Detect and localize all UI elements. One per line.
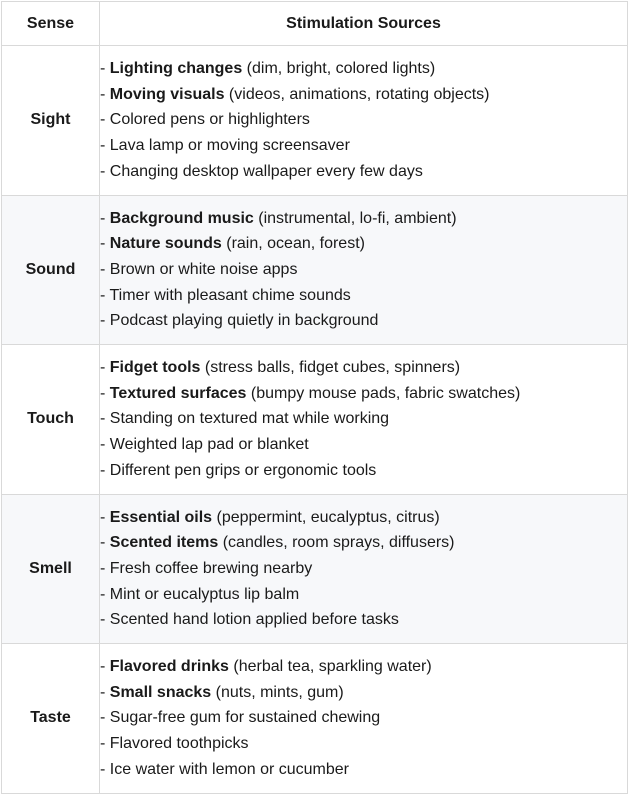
source-item-text: (herbal tea, sparkling water)	[228, 658, 432, 676]
senses-table	[1, 1, 628, 794]
bullet-dash: -	[100, 137, 110, 155]
bullet-dash: -	[100, 312, 110, 330]
source-item	[100, 582, 627, 608]
sources-cell	[100, 46, 628, 196]
bullet-dash: -	[100, 658, 110, 676]
source-item	[100, 56, 627, 82]
source-item	[100, 530, 627, 556]
source-item	[100, 206, 627, 232]
source-item-bold: Textured surfaces	[109, 384, 247, 402]
source-item-text: (nuts, mints, gum)	[211, 683, 344, 701]
source-item-text: Timer with pleasant chime sounds	[109, 286, 351, 304]
source-item-text: Mint or eucalyptus lip balm	[109, 585, 300, 603]
source-item-bold: Background music	[109, 209, 254, 227]
bullet-dash: -	[100, 111, 110, 129]
bullet-dash: -	[100, 209, 110, 227]
source-item-bold: Small snacks	[109, 683, 212, 701]
source-item-text: Lava lamp or moving screensaver	[109, 137, 350, 155]
sense-cell: Smell	[2, 494, 100, 644]
bullet-dash: -	[100, 534, 110, 552]
source-item-text: Standing on textured mat while working	[109, 410, 390, 428]
source-item-bold: Moving visuals	[109, 85, 225, 103]
bullet-dash: -	[100, 235, 110, 253]
bullet-dash: -	[100, 611, 110, 629]
table-body	[2, 46, 628, 794]
sources-cell	[100, 494, 628, 644]
source-item-text: (stress balls, fidget cubes, spinners)	[200, 359, 461, 377]
bullet-dash: -	[100, 709, 110, 727]
header-row	[2, 2, 628, 46]
source-item	[100, 231, 627, 257]
sense-cell: Sound	[2, 195, 100, 345]
sources-cell	[100, 195, 628, 345]
source-item-text: Weighted lap pad or blanket	[109, 436, 309, 454]
bullet-dash: -	[100, 683, 110, 701]
bullet-dash: -	[100, 85, 110, 103]
bullet-dash: -	[100, 359, 110, 377]
source-item	[100, 680, 627, 706]
source-item-text: (peppermint, eucalyptus, citrus)	[212, 508, 440, 526]
source-item-text: Flavored toothpicks	[109, 735, 249, 753]
source-item-text: (rain, ocean, forest)	[221, 235, 365, 253]
source-item	[100, 705, 627, 731]
bullet-dash: -	[100, 60, 110, 78]
source-item-text: Colored pens or highlighters	[109, 111, 310, 129]
source-item-text: (candles, room sprays, diffusers)	[218, 534, 455, 552]
source-item	[100, 257, 627, 283]
bullet-dash: -	[100, 286, 110, 304]
bullet-dash: -	[100, 559, 110, 577]
source-item	[100, 458, 627, 484]
source-item	[100, 283, 627, 309]
source-item-text: Different pen grips or ergonomic tools	[109, 461, 377, 479]
source-item	[100, 432, 627, 458]
source-item-text: Changing desktop wallpaper every few days	[109, 162, 423, 180]
sense-cell: Touch	[2, 345, 100, 495]
source-item-text: (bumpy mouse pads, fabric swatches)	[246, 384, 521, 402]
bullet-dash: -	[100, 162, 110, 180]
source-item	[100, 505, 627, 531]
source-item-text: (dim, bright, colored lights)	[242, 60, 436, 78]
header-stimulation-sources: Stimulation Sources	[100, 2, 628, 46]
source-item-text: (instrumental, lo-fi, ambient)	[253, 209, 457, 227]
source-item-bold: Scented items	[109, 534, 219, 552]
source-item	[100, 556, 627, 582]
source-item-bold: Essential oils	[109, 508, 213, 526]
table-row-sight	[2, 46, 628, 196]
source-item	[100, 355, 627, 381]
source-item-bold: Nature sounds	[109, 235, 222, 253]
source-item	[100, 82, 627, 108]
source-item-text: Sugar-free gum for sustained chewing	[109, 709, 381, 727]
source-item-text: Podcast playing quietly in background	[109, 312, 379, 330]
bullet-dash: -	[100, 260, 110, 278]
sense-cell: Sight	[2, 46, 100, 196]
source-item	[100, 159, 627, 185]
source-item	[100, 133, 627, 159]
source-item	[100, 654, 627, 680]
source-item	[100, 107, 627, 133]
sources-cell	[100, 644, 628, 794]
bullet-dash: -	[100, 760, 110, 778]
sense-cell: Taste	[2, 644, 100, 794]
bullet-dash: -	[100, 410, 110, 428]
source-item	[100, 406, 627, 432]
source-item-text: Fresh coffee brewing nearby	[109, 559, 313, 577]
sources-cell	[100, 345, 628, 495]
bullet-dash: -	[100, 384, 110, 402]
header-sense: Sense	[2, 2, 100, 46]
bullet-dash: -	[100, 436, 110, 454]
source-item	[100, 308, 627, 334]
bullet-dash: -	[100, 508, 110, 526]
source-item	[100, 607, 627, 633]
source-item-bold: Flavored drinks	[109, 658, 229, 676]
table-row-smell	[2, 494, 628, 644]
source-item-text: Ice water with lemon or cucumber	[109, 760, 349, 778]
source-item	[100, 381, 627, 407]
source-item	[100, 731, 627, 757]
source-item-text: Brown or white noise apps	[109, 260, 298, 278]
table-row-taste	[2, 644, 628, 794]
bullet-dash: -	[100, 461, 110, 479]
bullet-dash: -	[100, 585, 110, 603]
table-row-touch	[2, 345, 628, 495]
table-row-sound	[2, 195, 628, 345]
source-item-text: (videos, animations, rotating objects)	[224, 85, 490, 103]
source-item-bold: Fidget tools	[109, 359, 201, 377]
source-item-bold: Lighting changes	[109, 60, 243, 78]
source-item-text: Scented hand lotion applied before tasks	[109, 611, 399, 629]
bullet-dash: -	[100, 735, 110, 753]
source-item	[100, 757, 627, 783]
